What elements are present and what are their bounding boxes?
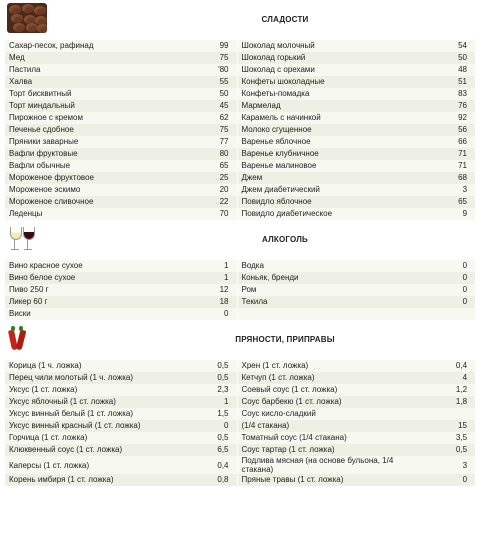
product-name: Текила: [237, 296, 405, 308]
table-row: [5, 456, 475, 474]
carb-value: 45: [165, 100, 237, 112]
chocolate-icon: [7, 3, 47, 33]
table-row: [5, 136, 475, 148]
carb-table-body: [5, 0, 475, 486]
table-row: [5, 432, 475, 444]
table-row: [5, 112, 475, 124]
carb-value: 9: [405, 208, 475, 220]
product-name: Соус кисло-сладкий: [237, 408, 405, 420]
carb-value: 0,4: [405, 360, 475, 372]
carb-value: 0,8: [165, 474, 237, 486]
carb-value: 4: [405, 372, 475, 384]
table-row: [5, 360, 475, 372]
carb-value: 1: [165, 272, 237, 284]
carb-value: 25: [165, 172, 237, 184]
product-name: Горчица (1 ст. ложка): [5, 432, 165, 444]
carb-value: 77: [165, 136, 237, 148]
wine-glasses-icon: [7, 224, 37, 252]
product-name: Повидло диабетическое: [237, 208, 405, 220]
product-name: Леденцы: [5, 208, 165, 220]
carb-value: 48: [405, 64, 475, 76]
product-name: Торт бисквитный: [5, 88, 165, 100]
product-name: Пряники заварные: [5, 136, 165, 148]
carb-value: 50: [405, 52, 475, 64]
product-name: Варенье малиновое: [237, 160, 405, 172]
carb-value: 76: [405, 100, 475, 112]
section-title: ПРЯНОСТИ, ПРИПРАВЫ: [165, 320, 405, 360]
carb-value: 80: [165, 148, 237, 160]
product-name: Уксус яблочный (1 ст. ложка): [5, 396, 165, 408]
product-name: Мороженое сливочное: [5, 196, 165, 208]
table-row: [5, 474, 475, 486]
table-row: [5, 172, 475, 184]
product-name: Варенье клубничное: [237, 148, 405, 160]
table-row: [5, 160, 475, 172]
carb-value: 0,5: [405, 444, 475, 456]
carb-value: 99: [165, 40, 237, 52]
product-name: Уксус винный белый (1 ст. ложка): [5, 408, 165, 420]
product-name: Корица (1 ч. ложка): [5, 360, 165, 372]
section-title: АЛКОГОЛЬ: [165, 220, 405, 260]
carb-value: 1: [165, 396, 237, 408]
carb-value: 22: [165, 196, 237, 208]
carb-value: 3: [405, 456, 475, 474]
table-row: [5, 260, 475, 272]
carb-value: 54: [405, 40, 475, 52]
table-row: [5, 384, 475, 396]
product-name: [237, 308, 405, 320]
product-name: Каперсы (1 ст. ложка): [5, 456, 165, 474]
table-row: [5, 124, 475, 136]
product-name: Торт миндальный: [5, 100, 165, 112]
table-row: [5, 64, 475, 76]
product-name: Шоколад горький: [237, 52, 405, 64]
product-name: Пастила: [5, 64, 165, 76]
product-name: Конфеты-помадка: [237, 88, 405, 100]
carb-value: 83: [405, 88, 475, 100]
carb-value: 0,5: [165, 432, 237, 444]
product-name: Клюквенный соус (1 ст. ложка): [5, 444, 165, 456]
carb-value: 56: [405, 124, 475, 136]
product-name: Уксус (1 ст. ложка): [5, 384, 165, 396]
carb-value: 65: [165, 160, 237, 172]
table-row: [5, 184, 475, 196]
product-name: Печенье сдобное: [5, 124, 165, 136]
carb-value: 1,5: [165, 408, 237, 420]
carb-value: 15: [405, 420, 475, 432]
carb-value: 1,8: [405, 396, 475, 408]
carb-value: 0,4: [165, 456, 237, 474]
carb-value: 0: [165, 420, 237, 432]
product-name: Виски: [5, 308, 165, 320]
carb-value: 6,5: [165, 444, 237, 456]
product-name: Карамель с начинкой: [237, 112, 405, 124]
product-name: Соевый соус (1 ст. ложка): [237, 384, 405, 396]
table-row: [5, 372, 475, 384]
product-name: (1/4 стакана): [237, 420, 405, 432]
product-name: Водка: [237, 260, 405, 272]
carb-value: 0: [405, 284, 475, 296]
table-row: [5, 100, 475, 112]
section-header: [5, 0, 475, 40]
carb-value: 66: [405, 136, 475, 148]
product-name: Мармелад: [237, 100, 405, 112]
product-name: Коньяк, бренди: [237, 272, 405, 284]
carb-value: 65: [405, 196, 475, 208]
product-name: Ликер 60 г: [5, 296, 165, 308]
carb-value: 0: [405, 272, 475, 284]
carb-value: [405, 408, 475, 420]
product-name: Джем диабетический: [237, 184, 405, 196]
product-name: Томатный соус (1/4 стакана): [237, 432, 405, 444]
carb-value: 1: [165, 260, 237, 272]
carb-value: 62: [165, 112, 237, 124]
product-name: Джем: [237, 172, 405, 184]
carb-value: 20: [165, 184, 237, 196]
chili-pepper-icon: [7, 324, 29, 352]
table-row: [5, 88, 475, 100]
product-name: Вафли фруктовые: [5, 148, 165, 160]
carb-value: 18: [165, 296, 237, 308]
section-header: [5, 220, 475, 260]
product-name: Молоко сгущенное: [237, 124, 405, 136]
carb-value: 75: [165, 52, 237, 64]
table-row: [5, 308, 475, 320]
carb-value: 68: [405, 172, 475, 184]
carb-value: 51: [405, 76, 475, 88]
carb-value: 71: [405, 148, 475, 160]
table-row: [5, 208, 475, 220]
product-name: Конфеты шоколадные: [237, 76, 405, 88]
product-name: Корень имбиря (1 ст. ложка): [5, 474, 165, 486]
product-name: Подлива мясная (на основе бульона, 1/4 стакана): [237, 456, 405, 474]
carb-value: 70: [165, 208, 237, 220]
table-row: [5, 272, 475, 284]
product-name: Мед: [5, 52, 165, 64]
carb-value: 0,5: [165, 372, 237, 384]
table-row: [5, 196, 475, 208]
product-name: Перец чили молотый (1 ч. ложка): [5, 372, 165, 384]
table-row: [5, 420, 475, 432]
table-row: [5, 76, 475, 88]
carb-value: 3,5: [405, 432, 475, 444]
carb-value: 2,3: [165, 384, 237, 396]
product-name: Варенье яблочное: [237, 136, 405, 148]
section-header: [5, 320, 475, 360]
product-name: Халва: [5, 76, 165, 88]
table-row: [5, 296, 475, 308]
product-name: Вино белое сухое: [5, 272, 165, 284]
carb-value: 0: [405, 474, 475, 486]
product-name: Сахар-песок, рафинад: [5, 40, 165, 52]
carb-value: 0: [405, 296, 475, 308]
table-row: [5, 284, 475, 296]
product-name: Мороженое эскимо: [5, 184, 165, 196]
table-row: [5, 148, 475, 160]
product-name: Пирожное с кремом: [5, 112, 165, 124]
carb-value: '80: [165, 64, 237, 76]
product-name: Уксус винный красный (1 ст. ложка): [5, 420, 165, 432]
table-row: [5, 408, 475, 420]
product-name: Шоколад с орехами: [237, 64, 405, 76]
carb-value: 12: [165, 284, 237, 296]
table-row: [5, 52, 475, 64]
product-name: Хрен (1 ст. ложка): [237, 360, 405, 372]
product-name: Пиво 250 г: [5, 284, 165, 296]
carb-value: 3: [405, 184, 475, 196]
product-name: Повидло яблочное: [237, 196, 405, 208]
carb-value: 0: [165, 308, 237, 320]
carb-table: [5, 0, 475, 486]
carb-value: 92: [405, 112, 475, 124]
product-name: Мороженое фруктовое: [5, 172, 165, 184]
carb-value: 55: [165, 76, 237, 88]
carb-value: 0: [405, 260, 475, 272]
product-name: Соус барбекю (1 ст. ложка): [237, 396, 405, 408]
table-row: [5, 40, 475, 52]
product-name: Шоколад молочный: [237, 40, 405, 52]
carb-value: 71: [405, 160, 475, 172]
carb-value: 50: [165, 88, 237, 100]
table-row: [5, 396, 475, 408]
carb-value: [405, 308, 475, 320]
product-name: Вино красное сухое: [5, 260, 165, 272]
product-name: Кетчуп (1 ст. ложка): [237, 372, 405, 384]
table-row: [5, 444, 475, 456]
product-name: Пряные травы (1 ст. ложка): [237, 474, 405, 486]
product-name: Соус тартар (1 ст. ложка): [237, 444, 405, 456]
product-name: Ром: [237, 284, 405, 296]
carb-value: 75: [165, 124, 237, 136]
carb-value: 1,2: [405, 384, 475, 396]
carb-value: 0,5: [165, 360, 237, 372]
product-name: Вафли обычные: [5, 160, 165, 172]
section-title: СЛАДОСТИ: [165, 0, 405, 40]
